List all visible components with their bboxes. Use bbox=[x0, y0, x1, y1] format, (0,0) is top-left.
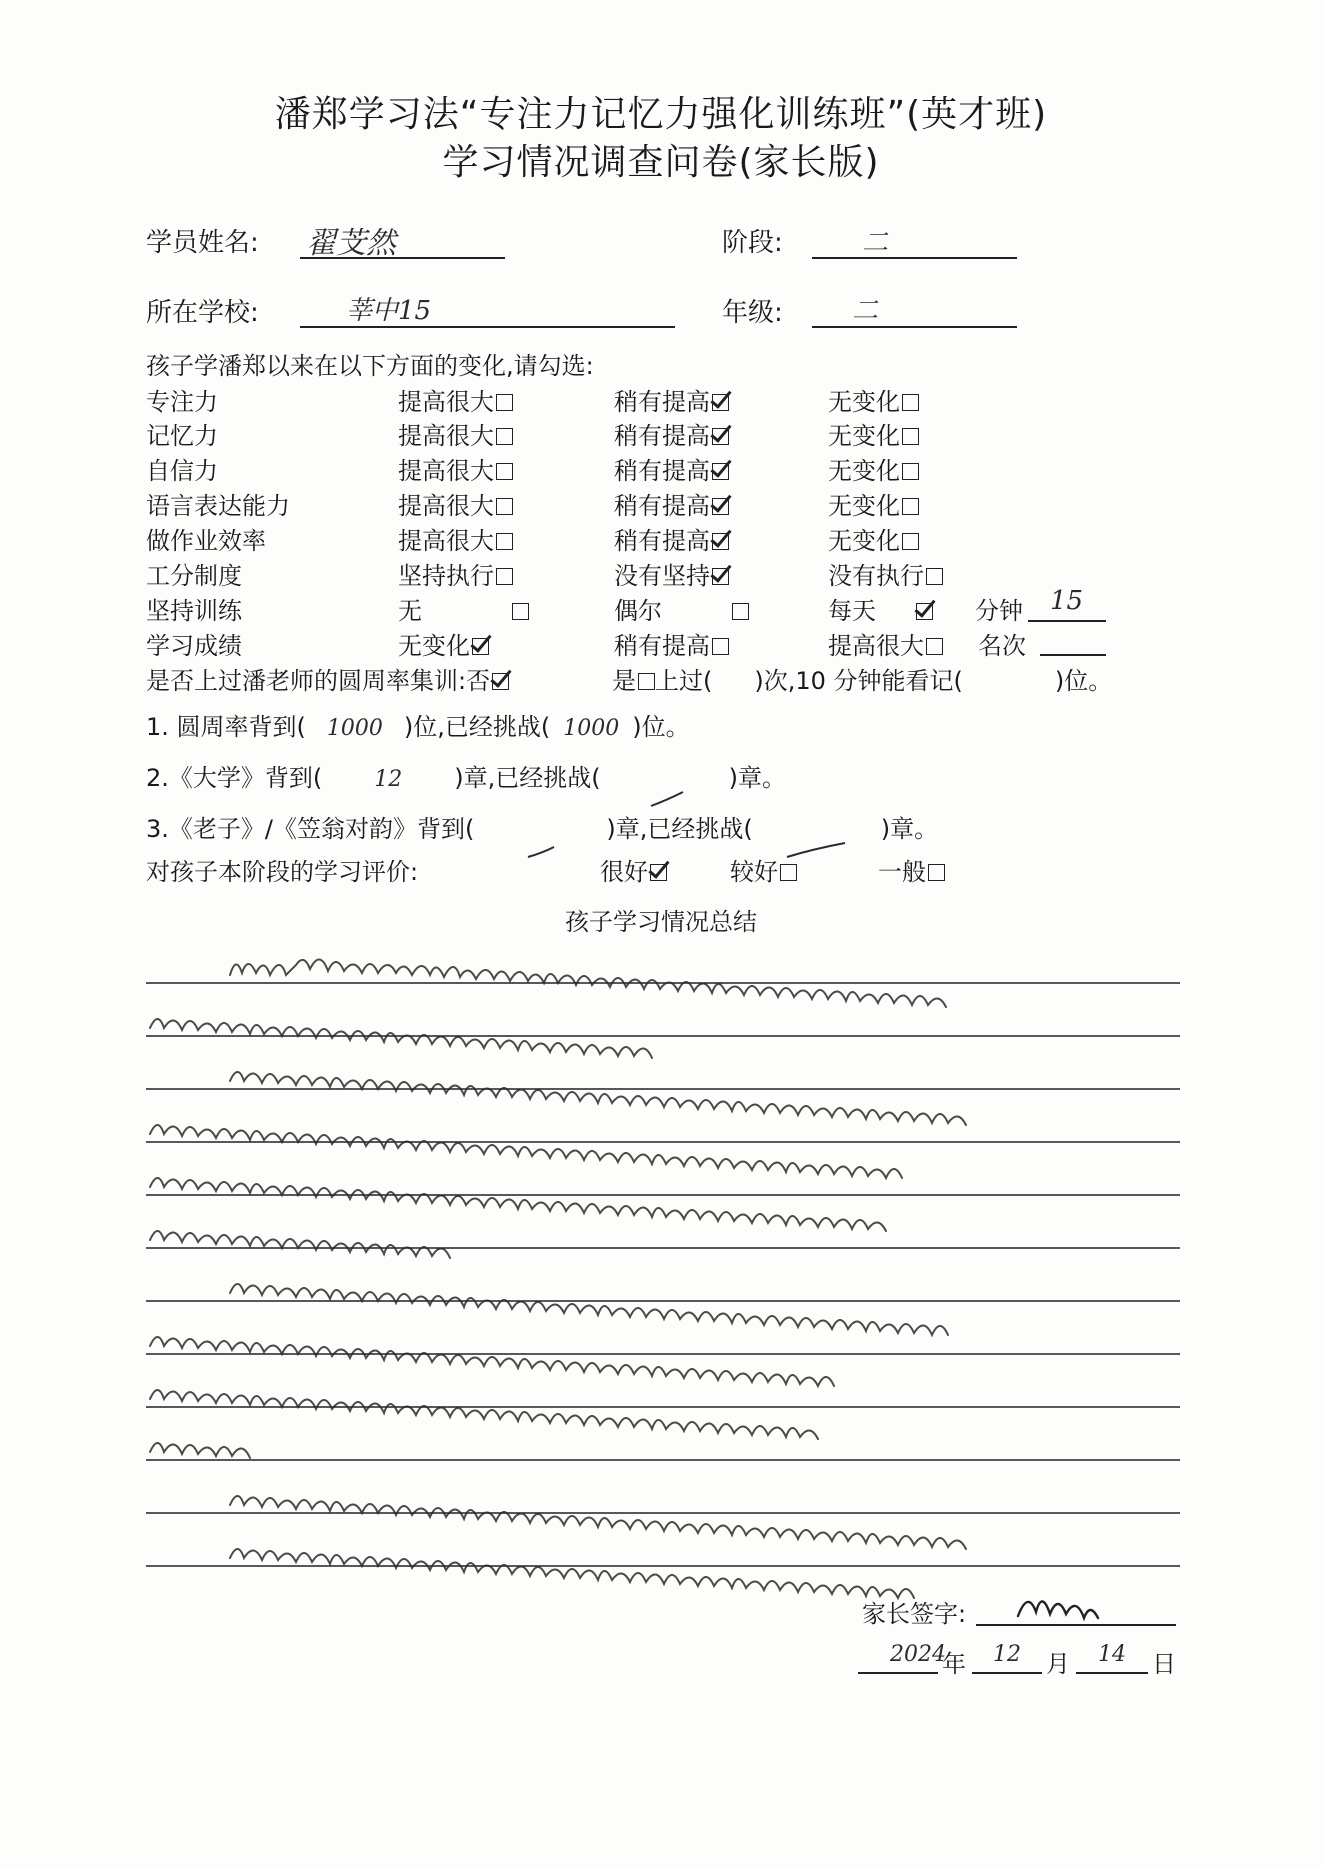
row-opt3[interactable]: 没有执行 bbox=[828, 556, 943, 591]
grades-opt2[interactable]: 稍有提高 bbox=[614, 626, 729, 661]
training-opt-daily[interactable]: 每天 bbox=[828, 591, 933, 626]
date-day-unit: 日 bbox=[1152, 1650, 1176, 1678]
row-opt3[interactable]: 无变化 bbox=[828, 416, 919, 451]
page-subtitle: 学习情况调查问卷(家长版) bbox=[442, 142, 880, 183]
parent-signature bbox=[1012, 1586, 1102, 1626]
row-opt2[interactable]: 稍有提高 bbox=[614, 382, 729, 417]
school-label: 所在学校: bbox=[146, 298, 259, 328]
row-opt2[interactable]: 稍有提高 bbox=[614, 416, 729, 451]
row-item: 语言表达能力 bbox=[146, 492, 290, 520]
q1-value2: 1000 bbox=[563, 716, 620, 741]
grades-item: 学习成绩 bbox=[146, 632, 242, 660]
q2-value1: 12 bbox=[374, 767, 403, 792]
row-opt3[interactable]: 无变化 bbox=[828, 486, 919, 521]
grade-label: 年级: bbox=[722, 298, 783, 328]
pi-yes-option[interactable]: 是 上过( )次,10 分钟能看记( )位。 bbox=[612, 667, 1113, 695]
row-opt3[interactable]: 无变化 bbox=[828, 451, 919, 486]
row-opt3[interactable]: 无变化 bbox=[828, 521, 919, 556]
row-opt1[interactable]: 提高很大 bbox=[398, 451, 513, 486]
minutes-label: 分钟 bbox=[975, 597, 1023, 625]
changes-prompt: 孩子学潘郑以来在以下方面的变化,请勾选: bbox=[146, 352, 594, 380]
row-opt1[interactable]: 提高很大 bbox=[398, 416, 513, 451]
date-month-line bbox=[972, 1672, 1042, 1674]
date-year: 2024 bbox=[890, 1642, 946, 1667]
row-item: 做作业效率 bbox=[146, 527, 266, 555]
progress-q3: 3.《老子》/《笠翁对韵》背到( )章,已经挑战( )章。 bbox=[146, 809, 938, 844]
date-day-line bbox=[1076, 1672, 1148, 1674]
date-year-unit: 年 bbox=[942, 1650, 966, 1678]
evaluation-label: 对孩子本阶段的学习评价: bbox=[146, 858, 419, 886]
minutes-value: 15 bbox=[1050, 586, 1084, 616]
row-item: 自信力 bbox=[146, 457, 218, 485]
grades-opt1[interactable]: 无变化 bbox=[398, 626, 489, 661]
row-item: 专注力 bbox=[146, 388, 218, 416]
rank-label: 名次 bbox=[978, 632, 1026, 660]
row-opt2[interactable]: 稍有提高 bbox=[614, 451, 729, 486]
row-opt2[interactable]: 稍有提高 bbox=[614, 486, 729, 521]
school-value: 莘中15 bbox=[346, 296, 432, 326]
evaluation-opt1[interactable]: 很好 bbox=[600, 852, 667, 887]
row-opt1[interactable]: 坚持执行 bbox=[398, 556, 513, 591]
row-opt1[interactable]: 提高很大 bbox=[398, 486, 513, 521]
student-name-value: 翟芠然 bbox=[306, 226, 396, 261]
grade-value: 二 bbox=[852, 296, 879, 326]
row-item: 工分制度 bbox=[146, 562, 242, 590]
student-name-label: 学员姓名: bbox=[146, 228, 259, 258]
date-month: 12 bbox=[993, 1642, 1021, 1667]
stage-label: 阶段: bbox=[722, 228, 783, 258]
row-opt2[interactable]: 没有坚持 bbox=[614, 556, 729, 591]
training-opt-none[interactable]: 无 bbox=[398, 591, 529, 626]
evaluation-opt2[interactable]: 较好 bbox=[730, 852, 797, 887]
training-item: 坚持训练 bbox=[146, 597, 242, 625]
row-opt1[interactable]: 提高很大 bbox=[398, 521, 513, 556]
row-item: 记忆力 bbox=[146, 422, 218, 450]
date-month-unit: 月 bbox=[1046, 1650, 1070, 1678]
q1-value1: 1000 bbox=[326, 716, 383, 741]
pi-question: 是否上过潘老师的圆周率集训:否 bbox=[146, 661, 509, 696]
row-opt2[interactable]: 稍有提高 bbox=[614, 521, 729, 556]
signature-label: 家长签字: bbox=[862, 1600, 967, 1628]
progress-q1: 1. 圆周率背到( 1000 )位,已经挑战( 1000 )位。 bbox=[146, 713, 690, 741]
date-year-line bbox=[858, 1672, 938, 1674]
progress-q2: 2.《大学》背到( 12 )章,已经挑战( )章。 bbox=[146, 758, 786, 793]
grades-opt3[interactable]: 提高很大 bbox=[828, 626, 943, 661]
row-opt3[interactable]: 无变化 bbox=[828, 382, 919, 417]
summary-heading: 孩子学习情况总结 bbox=[565, 908, 757, 936]
date-day: 14 bbox=[1098, 1642, 1126, 1667]
evaluation-opt3[interactable]: 一般 bbox=[878, 852, 945, 887]
row-opt1[interactable]: 提高很大 bbox=[398, 382, 513, 417]
page-title: 潘郑学习法“专注力记忆力强化训练班”(英才班) bbox=[274, 94, 1048, 135]
stage-value: 二 bbox=[862, 228, 889, 258]
training-opt-sometimes[interactable]: 偶尔 bbox=[614, 591, 749, 626]
